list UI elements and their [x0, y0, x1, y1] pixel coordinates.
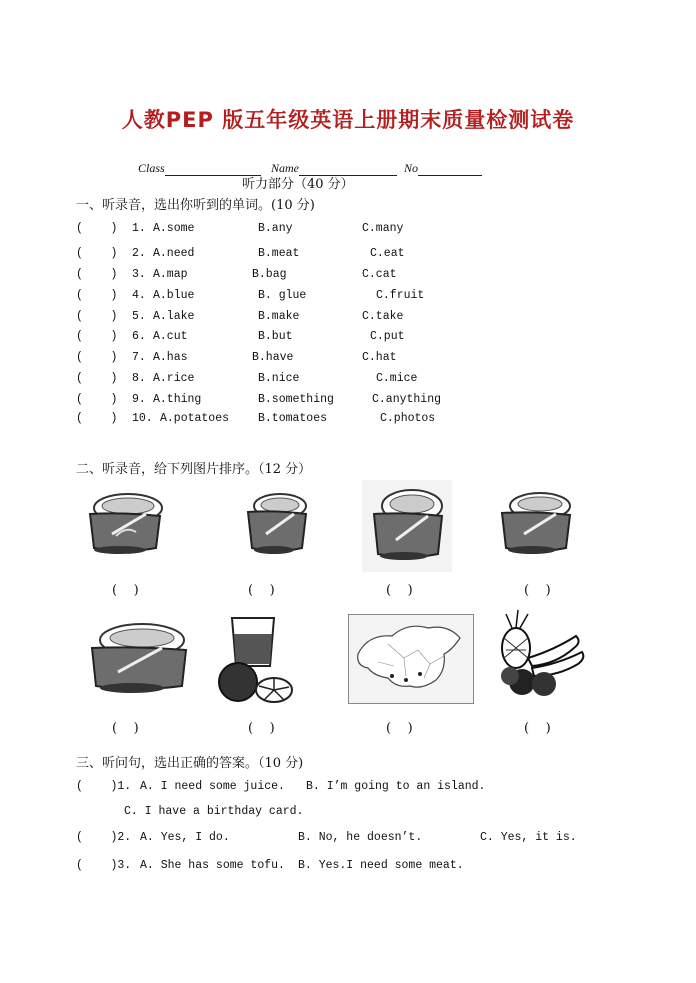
name-field[interactable] [265, 146, 397, 176]
option-b: B.have [252, 351, 294, 364]
question-number: 2. [132, 247, 146, 260]
answer-blank[interactable]: ( ) [76, 393, 118, 406]
option-a: A.has [153, 351, 188, 364]
option-a: A.potatoes [160, 412, 230, 425]
section1-heading: 一、听录音，选出你听到的单词。(10 分) [76, 198, 315, 213]
q1-option-b: B. I’m going to an island. [306, 780, 486, 793]
q1-prefix[interactable]: ( )1. [76, 780, 132, 793]
rice-bowl-icon [362, 480, 452, 572]
option-c: C.mice [376, 372, 418, 385]
answer-blank[interactable]: ( ) [76, 372, 118, 385]
no-label: No [404, 161, 419, 175]
answer-blank[interactable]: ( ) [76, 247, 118, 260]
option-b: B.nice [258, 372, 300, 385]
order-blank[interactable]: ( ) [248, 583, 275, 598]
answer-blank[interactable]: ( ) [76, 268, 118, 281]
order-blank[interactable]: ( ) [386, 721, 413, 736]
listening-header: 听力部分（40 分） [242, 177, 354, 192]
q2-option-a: A. Yes, I do. [140, 831, 230, 844]
q3-option-b: B. Yes.I need some meat. [298, 859, 464, 872]
option-b: B.bag [252, 268, 287, 281]
option-b: B.something [258, 393, 334, 406]
question-number: 1. [132, 222, 146, 235]
china-map-icon [348, 614, 474, 704]
q3-option-a: A. She has some tofu. [140, 859, 285, 872]
question-number: 6. [132, 330, 146, 343]
question-number: 10. [132, 412, 153, 425]
answer-blank[interactable]: ( ) [76, 412, 118, 425]
option-c: C.cat [362, 268, 397, 281]
order-blank[interactable]: ( ) [524, 721, 551, 736]
answer-blank[interactable]: ( ) [76, 351, 118, 364]
fruit-basket-icon [492, 606, 588, 700]
answer-blank[interactable]: ( ) [76, 289, 118, 302]
order-blank[interactable]: ( ) [112, 583, 139, 598]
answer-blank[interactable]: ( ) [76, 310, 118, 323]
option-c: C.photos [380, 412, 436, 425]
question-number: 4. [132, 289, 146, 302]
order-blank[interactable]: ( ) [386, 583, 413, 598]
q3-prefix[interactable]: ( )3. [76, 859, 132, 872]
option-b: B. glue [258, 289, 307, 302]
option-c: C.anything [372, 393, 442, 406]
class-label: Class [138, 161, 165, 175]
option-c: C.put [370, 330, 405, 343]
order-blank[interactable]: ( ) [248, 721, 275, 736]
rice-bowl-icon [78, 616, 194, 696]
option-a: A.thing [153, 393, 202, 406]
section2-heading: 二、听录音，给下列图片排序。（12 分） [76, 462, 312, 477]
option-c: C.fruit [376, 289, 425, 302]
option-a: A.lake [153, 310, 195, 323]
rice-bowl-icon [490, 486, 580, 558]
q2-prefix[interactable]: ( )2. [76, 831, 132, 844]
class-field[interactable] [132, 146, 261, 176]
rice-bowl-icon [240, 488, 312, 558]
option-c: C.eat [370, 247, 405, 260]
name-label: Name [271, 161, 299, 175]
option-a: A.blue [153, 289, 195, 302]
option-b: B.any [258, 222, 293, 235]
question-number: 9. [132, 393, 146, 406]
question-number: 8. [132, 372, 146, 385]
question-number: 3. [132, 268, 146, 281]
option-b: B.but [258, 330, 293, 343]
option-c: C.hat [362, 351, 397, 364]
order-blank[interactable]: ( ) [524, 583, 551, 598]
option-a: A.rice [153, 372, 195, 385]
page-title: 人教PEP 版五年级英语上册期末质量检测试卷 [121, 108, 575, 132]
number-field[interactable] [398, 146, 482, 176]
option-b: B.make [258, 310, 300, 323]
option-c: C.many [362, 222, 404, 235]
option-a: A.cut [153, 330, 188, 343]
q1-option-a: A. I need some juice. [140, 780, 285, 793]
answer-blank[interactable]: ( ) [76, 330, 118, 343]
option-a: A.need [153, 247, 195, 260]
option-c: C.take [362, 310, 404, 323]
order-blank[interactable]: ( ) [112, 721, 139, 736]
option-b: B.tomatoes [258, 412, 328, 425]
rice-bowl-icon [76, 486, 172, 558]
section3-heading: 三、听问句，选出正确的答案。（10 分) [76, 756, 304, 771]
juice-orange-icon [212, 610, 298, 706]
question-number: 7. [132, 351, 146, 364]
question-number: 5. [132, 310, 146, 323]
option-b: B.meat [258, 247, 300, 260]
option-a: A.some [153, 222, 195, 235]
q1-option-c: C. I have a birthday card. [124, 805, 304, 818]
answer-blank[interactable]: ( ) [76, 222, 118, 235]
q2-option-b: B. No, he doesn’t. [298, 831, 423, 844]
q2-option-c: C. Yes, it is. [480, 831, 577, 844]
option-a: A.map [153, 268, 188, 281]
